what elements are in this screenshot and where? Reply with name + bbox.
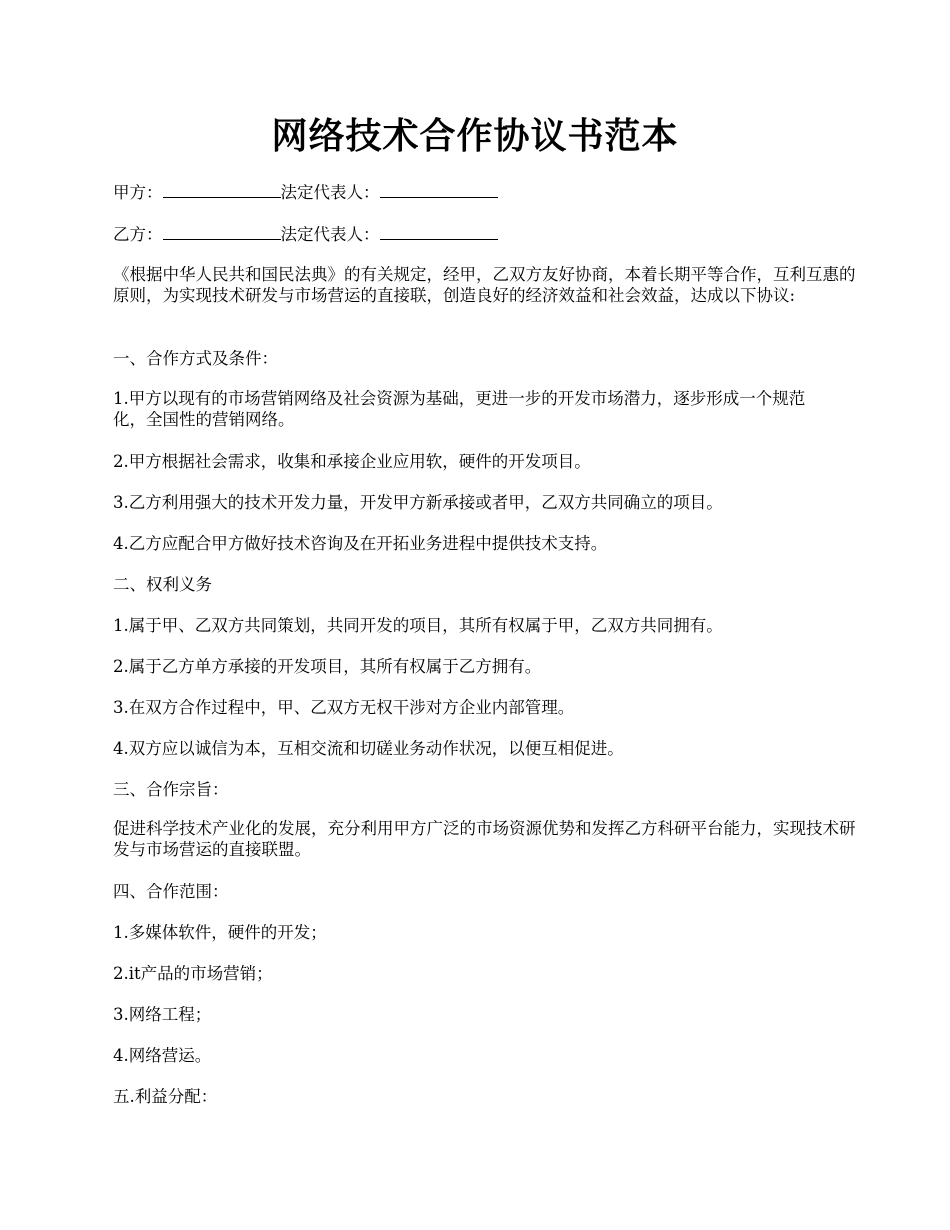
document-title: 网络技术合作协议书范本: [271, 115, 679, 157]
section-1-item: 1.甲方以现有的市场营销网络及社会资源为基础，更进一步的开发市场潜力，逐步形成一个规范化，全国性的营销网络。: [113, 389, 806, 429]
party-b-rep-blank: [380, 225, 498, 240]
section-4-heading: 四、合作范围：: [113, 882, 229, 901]
section-2-item: 3.在双方合作过程中，甲、乙双方无权干涉对方企业内部管理。: [113, 698, 575, 717]
preamble-paragraph: 《根据中华人民共和国民法典》的有关规定，经甲，乙双方友好协商，本着长期平等合作，互利互惠的原则，为实现技术研发与市场营运的直接联，创造良好的经济效益和社会效益，达成以下协议:: [113, 265, 856, 305]
section-3-body: 促进科学技术产业化的发展，充分利用甲方广泛的市场资源优势和发挥乙方科研平台能力，实现技术研发与市场营运的直接联盟。: [113, 819, 856, 859]
section-1-item: 3.乙方利用强大的技术开发力量，开发甲方新承接或者甲，乙双方共同确立的项目。: [113, 493, 723, 512]
section-1-item: 4.乙方应配合甲方做好技术咨询及在开拓业务进程中提供技术支持。: [113, 534, 608, 553]
section-2-item: 2.属于乙方单方承接的开发项目，其所有权属于乙方拥有。: [113, 657, 542, 676]
party-b-rep-label: 法定代表人：: [280, 225, 380, 244]
section-4-item: 3.网络工程；: [113, 1005, 212, 1024]
party-b-label: 乙方：: [113, 225, 163, 244]
section-4-item: 4.网络营运。: [113, 1046, 212, 1065]
party-a-rep-blank: [380, 183, 498, 198]
section-5-heading: 五.利益分配：: [113, 1087, 218, 1106]
section-2-heading: 二、权利义务: [113, 575, 212, 594]
section-4-item: 2.it产品的市场营销；: [113, 964, 273, 983]
party-a-rep-label: 法定代表人：: [280, 183, 380, 202]
section-2-item: 4.双方应以诚信为本，互相交流和切磋业务动作状况，以便互相促进。: [113, 739, 624, 758]
party-b-name-blank: [163, 225, 281, 240]
section-2-item: 1.属于甲、乙双方共同策划，共同开发的项目，其所有权属于甲，乙双方共同拥有。: [113, 616, 723, 635]
section-3-heading: 三、合作宗旨：: [113, 780, 229, 799]
party-a-label: 甲方：: [113, 183, 163, 202]
party-a-line: [113, 182, 853, 203]
party-b-line: [113, 224, 853, 245]
party-a-name-blank: [163, 183, 281, 198]
section-1-heading: 一、合作方式及条件：: [113, 349, 278, 368]
section-4-item: 1.多媒体软件，硬件的开发；: [113, 923, 327, 942]
section-1-item: 2.甲方根据社会需求，收集和承接企业应用软，硬件的开发项目。: [113, 452, 591, 471]
